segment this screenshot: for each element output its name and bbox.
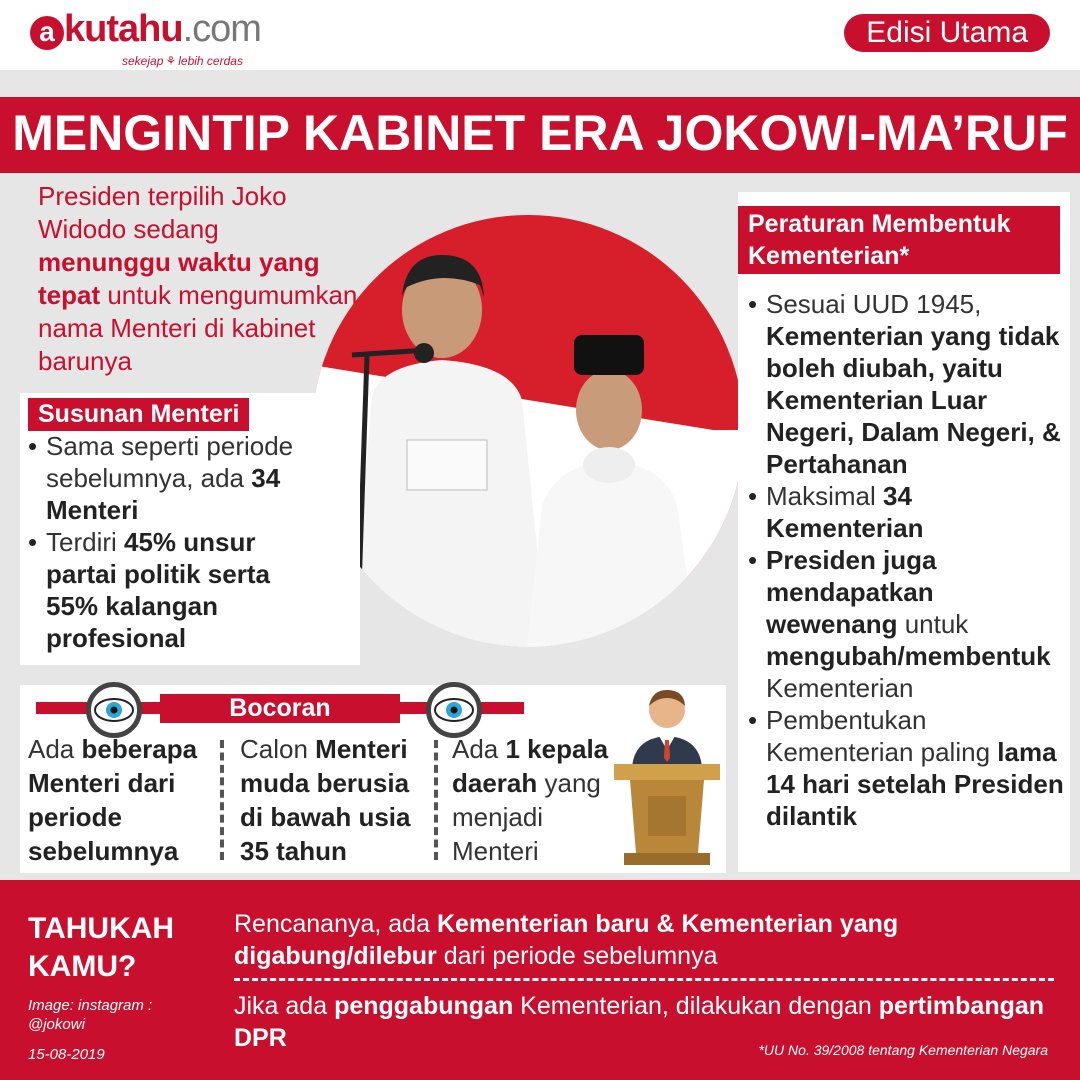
peraturan-item-1-bold: Kementerian yang tidak boleh diubah, yaitu Kementerian Luar Negeri, Dalam Negeri, & Pertahanan xyxy=(766,321,1061,479)
bocoran-heading: Bocoran xyxy=(160,694,400,723)
peraturan-item-3-bold-1: Presiden juga mendapatkan wewenang xyxy=(766,545,937,639)
fact-divider xyxy=(234,978,1054,981)
peraturan-heading: Peraturan Membentuk Kementerian* xyxy=(738,206,1060,274)
fact-1-text-2: dari periode sebelumnya xyxy=(436,942,718,970)
column-divider xyxy=(220,740,224,860)
fact-1-text: Rencananya, ada xyxy=(234,910,437,938)
intro-text xyxy=(38,180,358,378)
peraturan-item-2-text: Maksimal xyxy=(766,481,884,511)
fact-2-bold: penggabungan xyxy=(334,992,514,1020)
list-item xyxy=(28,430,328,526)
logo-wordmark xyxy=(64,8,261,51)
president-illustration xyxy=(312,215,744,647)
bocoran-col-2 xyxy=(240,732,425,868)
susunan-item-2-text: Terdiri xyxy=(46,527,125,557)
bocoran-col-2-bold: Menteri muda berusia di bawah usia 35 tahun xyxy=(240,734,411,866)
susunan-list xyxy=(28,430,328,654)
podium-speaker-icon xyxy=(612,688,722,868)
column-divider xyxy=(434,740,438,860)
image-credit: Image: instagram : @jokowi xyxy=(28,997,153,1033)
list-item xyxy=(748,480,1070,544)
site-logo[interactable] xyxy=(30,8,261,68)
photo-circle xyxy=(312,215,744,647)
did-you-know-heading: TAHUKAH KAMU? xyxy=(28,912,175,983)
susunan-item-1-text: Sama seperti periode sebelumnya, ada xyxy=(46,431,294,493)
peraturan-item-1-text: Sesuai UUD 1945, xyxy=(766,289,982,319)
bocoran-col-3-bold: 1 kepala daerah xyxy=(452,734,609,798)
peraturan-item-3-text-1: untuk xyxy=(897,609,969,639)
list-item xyxy=(748,704,1070,832)
magnifier-eye-icon xyxy=(86,682,142,738)
list-item xyxy=(28,526,328,654)
peraturan-item-4-bold: lama 14 hari setelah Presiden dilantik xyxy=(766,737,1064,831)
peraturan-item-3-bold-2: mengubah/membentuk xyxy=(766,641,1051,671)
peraturan-item-2-bold: 34 Kementerian xyxy=(766,481,924,543)
edition-badge: Edisi Utama xyxy=(844,14,1050,52)
bocoran-col-2-text: Calon xyxy=(240,734,316,764)
bocoran-col-3-text: Ada xyxy=(452,734,506,764)
fact-2-text: Jika ada xyxy=(234,992,335,1020)
list-item xyxy=(748,544,1070,704)
intro-part-2: untuk mengumumkan nama Menteri di kabinet barunya xyxy=(38,280,358,376)
bocoran-col-1 xyxy=(28,732,213,868)
susunan-heading: Susunan Menteri xyxy=(28,398,249,431)
fact-2-text-2: Kementerian, dilakukan dengan xyxy=(513,992,879,1020)
page-title: MENGINTIP KABINET ERA JOKOWI-MA’RUF xyxy=(12,105,1068,161)
peraturan-list xyxy=(748,288,1070,832)
peraturan-item-4-text: Pembentukan Kementerian paling xyxy=(766,705,998,767)
logo-name: kutahu xyxy=(64,8,183,50)
peraturan-item-3-text-2: Kementerian xyxy=(766,673,914,703)
logo-tagline: sekejap ⚘ lebih cerdas xyxy=(122,54,243,68)
bocoran-col-1-bold: beberapa Menteri dari periode sebelumnya xyxy=(28,734,198,866)
intro-bold: menunggu waktu yang tepat xyxy=(38,247,320,310)
logo-domain: .com xyxy=(182,8,261,50)
list-item xyxy=(748,288,1070,480)
susunan-item-2-bold: 45% unsur partai politik serta 55% kalangan profesional xyxy=(46,527,270,653)
bocoran-col-1-text: Ada xyxy=(28,734,82,764)
publish-date: 15-08-2019 xyxy=(28,1046,105,1063)
intro-part-1: Presiden terpilih Joko Widodo sedang xyxy=(38,181,287,244)
fact-1-bold: Kementerian baru & Kementerian yang digabung/dilebur xyxy=(234,910,899,970)
bocoran-col-3-text-2: yang menjadi Menteri xyxy=(452,768,601,866)
fact-2-bold-2: pertimbangan DPR xyxy=(234,992,1045,1052)
footnote: *UU No. 39/2008 tentang Kementerian Negara xyxy=(758,1042,1048,1058)
logo-letter: a xyxy=(30,16,64,50)
susunan-item-1-bold: 34 Menteri xyxy=(46,463,281,525)
magnifier-eye-icon xyxy=(426,682,482,738)
fact-1 xyxy=(234,908,1054,972)
bocoran-col-3 xyxy=(452,732,617,868)
